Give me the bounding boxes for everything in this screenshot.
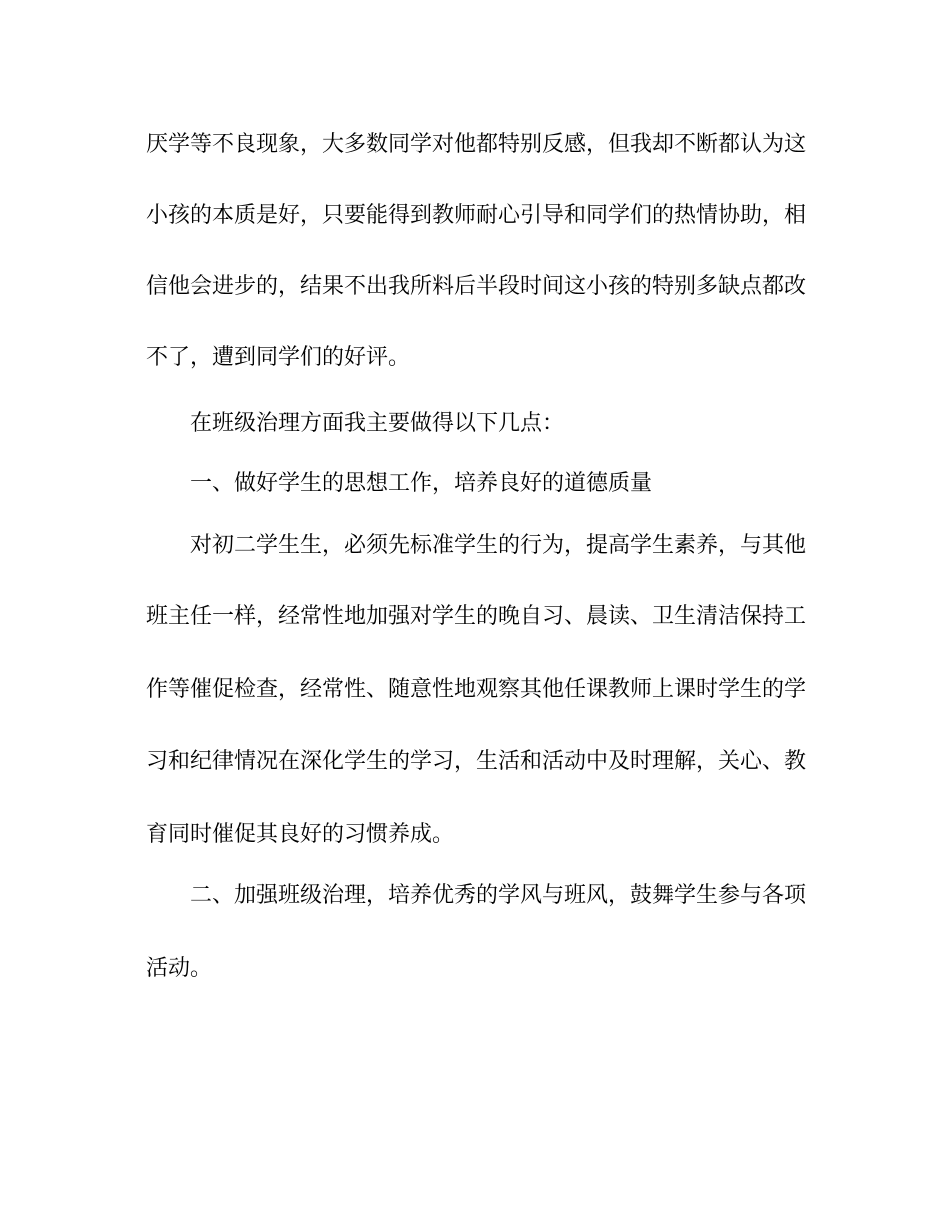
paragraph-line: 在班级治理方面我主要做得以下几点： (190, 411, 565, 436)
paragraph-line: 厌学等不良现象，大多数同学对他都特别反感，但我却不断都认为这 (146, 132, 807, 157)
paragraph-line: 小孩的本质是好，只要能得到教师耐心引导和同学们的热情协助，相 (146, 203, 807, 228)
paragraph-line: 对初二学生生，必须先标准学生的行为，提高学生素养，与其他 (190, 533, 807, 558)
section-heading: 二、加强班级治理，培养优秀的学风与班风，鼓舞学生参与各项 (190, 883, 807, 908)
paragraph-line: 不了，遭到同学们的好评。 (146, 345, 411, 370)
section-heading: 一、做好学生的思想工作，培养良好的道德质量 (190, 471, 653, 496)
paragraph-line: 育同时催促其良好的习惯养成。 (146, 822, 455, 847)
paragraph-line: 作等催促检查，经常性、随意性地观察其他任课教师上课时学生的学 (146, 677, 807, 702)
paragraph-line: 信他会进步的，结果不出我所料后半段时间这小孩的特别多缺点都改 (146, 274, 807, 299)
paragraph-line: 习和纪律情况在深化学生的学习，生活和活动中及时理解，关心、教 (146, 749, 807, 774)
paragraph-line: 活动。 (146, 956, 213, 981)
paragraph-line: 班主任一样，经常性地加强对学生的晚自习、晨读、卫生清洁保持工 (146, 604, 807, 629)
